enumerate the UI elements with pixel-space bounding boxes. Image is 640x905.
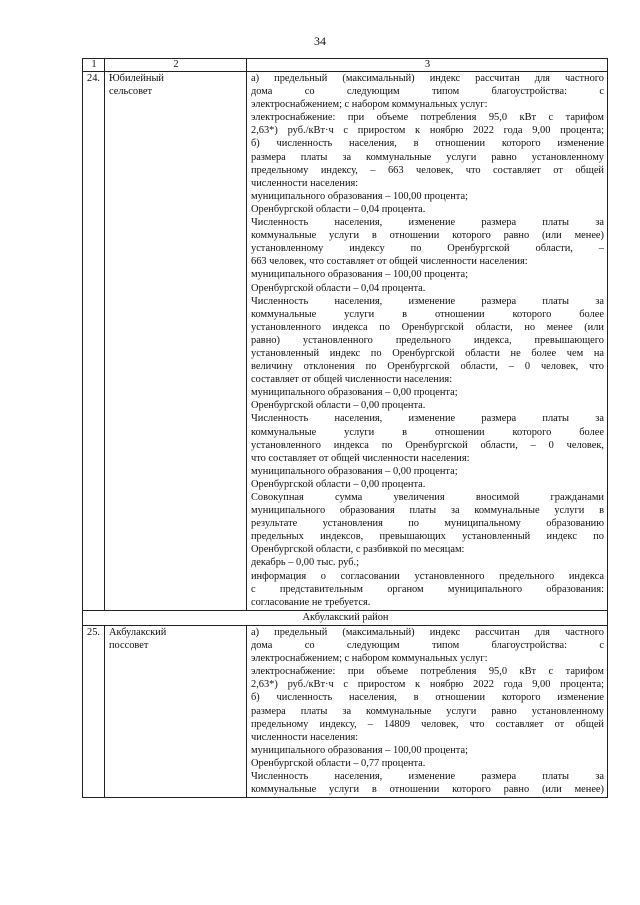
description-line: составляет от общей численности населения: — [251, 374, 453, 386]
municipality-name — [105, 625, 247, 797]
description-line: дома со следующим типом благоустройства: с — [251, 86, 604, 98]
description-line: размера платы за коммунальные услуги равно установленному — [251, 705, 604, 717]
table-row — [83, 625, 608, 797]
description-line: согласование не требуется. — [251, 596, 371, 608]
document-table — [82, 58, 608, 798]
row-number: 25. — [83, 625, 105, 797]
description-line: а) предельный (максимальный) индекс рассчитан для частного — [251, 626, 604, 638]
description-line: Оренбургской области – 0,77 процента. — [251, 757, 426, 769]
description-line: установленному индексу по Оренбургской области, – — [251, 243, 604, 255]
description-line: дома со следующим типом благоустройства: с — [251, 640, 604, 652]
description-line: численности населения: — [251, 731, 359, 743]
description-line: Численность населения, изменение размера платы за — [251, 770, 604, 782]
description-line: б) численность населения, в отношении которого изменение — [251, 138, 604, 150]
description-line: Численность населения, изменение размера платы за — [251, 217, 604, 229]
region-name: Акбулакский район — [83, 610, 608, 625]
index-description — [247, 625, 608, 797]
description-line: установленного индекса по Оренбургской области, – 0 человек, — [251, 439, 604, 451]
municipality-name — [105, 72, 247, 611]
description-line: 2,63*) руб./кВт·ч с приростом к ноябрю 2022 года 9,00 процента; — [251, 125, 604, 137]
description-line: результате установления по муниципальному образованию — [251, 518, 604, 530]
description-line: б) численность населения, в отношении которого изменение — [251, 692, 604, 704]
municipality-name-line: поссовет — [109, 640, 149, 652]
description-line: муниципального образования – 100,00 процента; — [251, 744, 468, 756]
municipality-name-line: сельсовет — [109, 86, 153, 98]
description-line: установленный индекс по Оренбургской области не более чем на — [251, 347, 604, 359]
description-line: муниципального образования платы за коммунальные услуги в — [251, 505, 604, 517]
page-number: 34 — [314, 34, 326, 48]
description-line: размера платы за коммунальные услуги равно установленному — [251, 151, 604, 163]
description-line: муниципального образования – 100,00 процента; — [251, 190, 468, 202]
index-description — [247, 72, 608, 611]
description-line: а) предельный (максимальный) индекс рассчитан для частного — [251, 73, 604, 84]
row-number: 24. — [83, 72, 105, 611]
description-line: величину отклонения по Оренбургской области, – 0 человек, что — [251, 361, 604, 373]
description-line: равно) установленного предельного индекса, превышающего — [251, 334, 604, 346]
description-line: электроснабжение: при объеме потребления 95,0 кВт с тарифом — [251, 666, 604, 678]
table-header-row — [83, 59, 608, 72]
description-line: Оренбургской области – 0,04 процента. — [251, 282, 426, 294]
description-line: Оренбургской области – 0,04 процента. — [251, 203, 426, 215]
description-line: предельных индексов, превышающих установленный индекс по — [251, 531, 604, 543]
description-line: численности населения: — [251, 177, 359, 189]
municipality-name-line: Юбилейный — [109, 73, 164, 84]
region-row — [83, 610, 608, 625]
description-line: информация о согласовании установленного предельного индекса — [251, 570, 604, 582]
municipality-name-line: Акбулакский — [109, 626, 167, 638]
description-line: электроснабжение: при объеме потребления 95,0 кВт с тарифом — [251, 112, 604, 124]
description-line: муниципального образования – 100,00 процента; — [251, 269, 468, 281]
description-line: предельному индексу, – 14809 человек, что составляет от общей — [251, 718, 604, 730]
description-line: Совокупная сумма увеличения вносимой гражданами — [251, 492, 604, 503]
description-line: коммунальные услуги в отношении которого более — [251, 308, 604, 320]
description-line: установленного индекса по Оренбургской области, но менее (или — [251, 321, 604, 333]
description-line: коммунальные услуги в отношении которого более — [251, 426, 604, 438]
description-line: декабрь – 0,00 тыс. руб.; — [251, 557, 360, 569]
description-line: Численность населения, изменение размера платы за — [251, 295, 604, 307]
header-col-1: 1 — [83, 59, 105, 72]
description-line: коммунальные услуги в отношении которого равно (или менее) — [251, 784, 604, 796]
table-body — [83, 59, 608, 798]
description-line: что составляет от общей численности населения: — [251, 452, 470, 464]
description-line: Оренбургской области – 0,00 процента. — [251, 478, 426, 490]
description-line: Численность населения, изменение размера платы за — [251, 413, 604, 425]
table-row — [83, 72, 608, 611]
description-line: коммунальные услуги в отношении которого равно (или менее) — [251, 230, 604, 242]
header-col-3: 3 — [247, 59, 608, 72]
description-line: муниципального образования – 0,00 процента; — [251, 465, 458, 477]
description-line: Оренбургской области, с разбивкой по месяцам: — [251, 544, 465, 556]
header-col-2: 2 — [105, 59, 247, 72]
description-line: предельному индексу, – 663 человек, что составляет от общей — [251, 164, 604, 176]
description-line: муниципального образования – 0,00 процента; — [251, 387, 458, 399]
description-line: с представительным органом муниципального образования: — [251, 583, 604, 595]
description-line: 2,63*) руб./кВт·ч с приростом к ноябрю 2022 года 9,00 процента; — [251, 679, 604, 691]
description-line: электроснабжением; с набором коммунальных услуг: — [251, 99, 488, 111]
description-line: электроснабжением; с набором коммунальных услуг: — [251, 653, 488, 665]
description-line: Оренбургской области – 0,00 процента. — [251, 400, 426, 412]
description-line: 663 человек, что составляет от общей численности населения: — [251, 256, 528, 268]
